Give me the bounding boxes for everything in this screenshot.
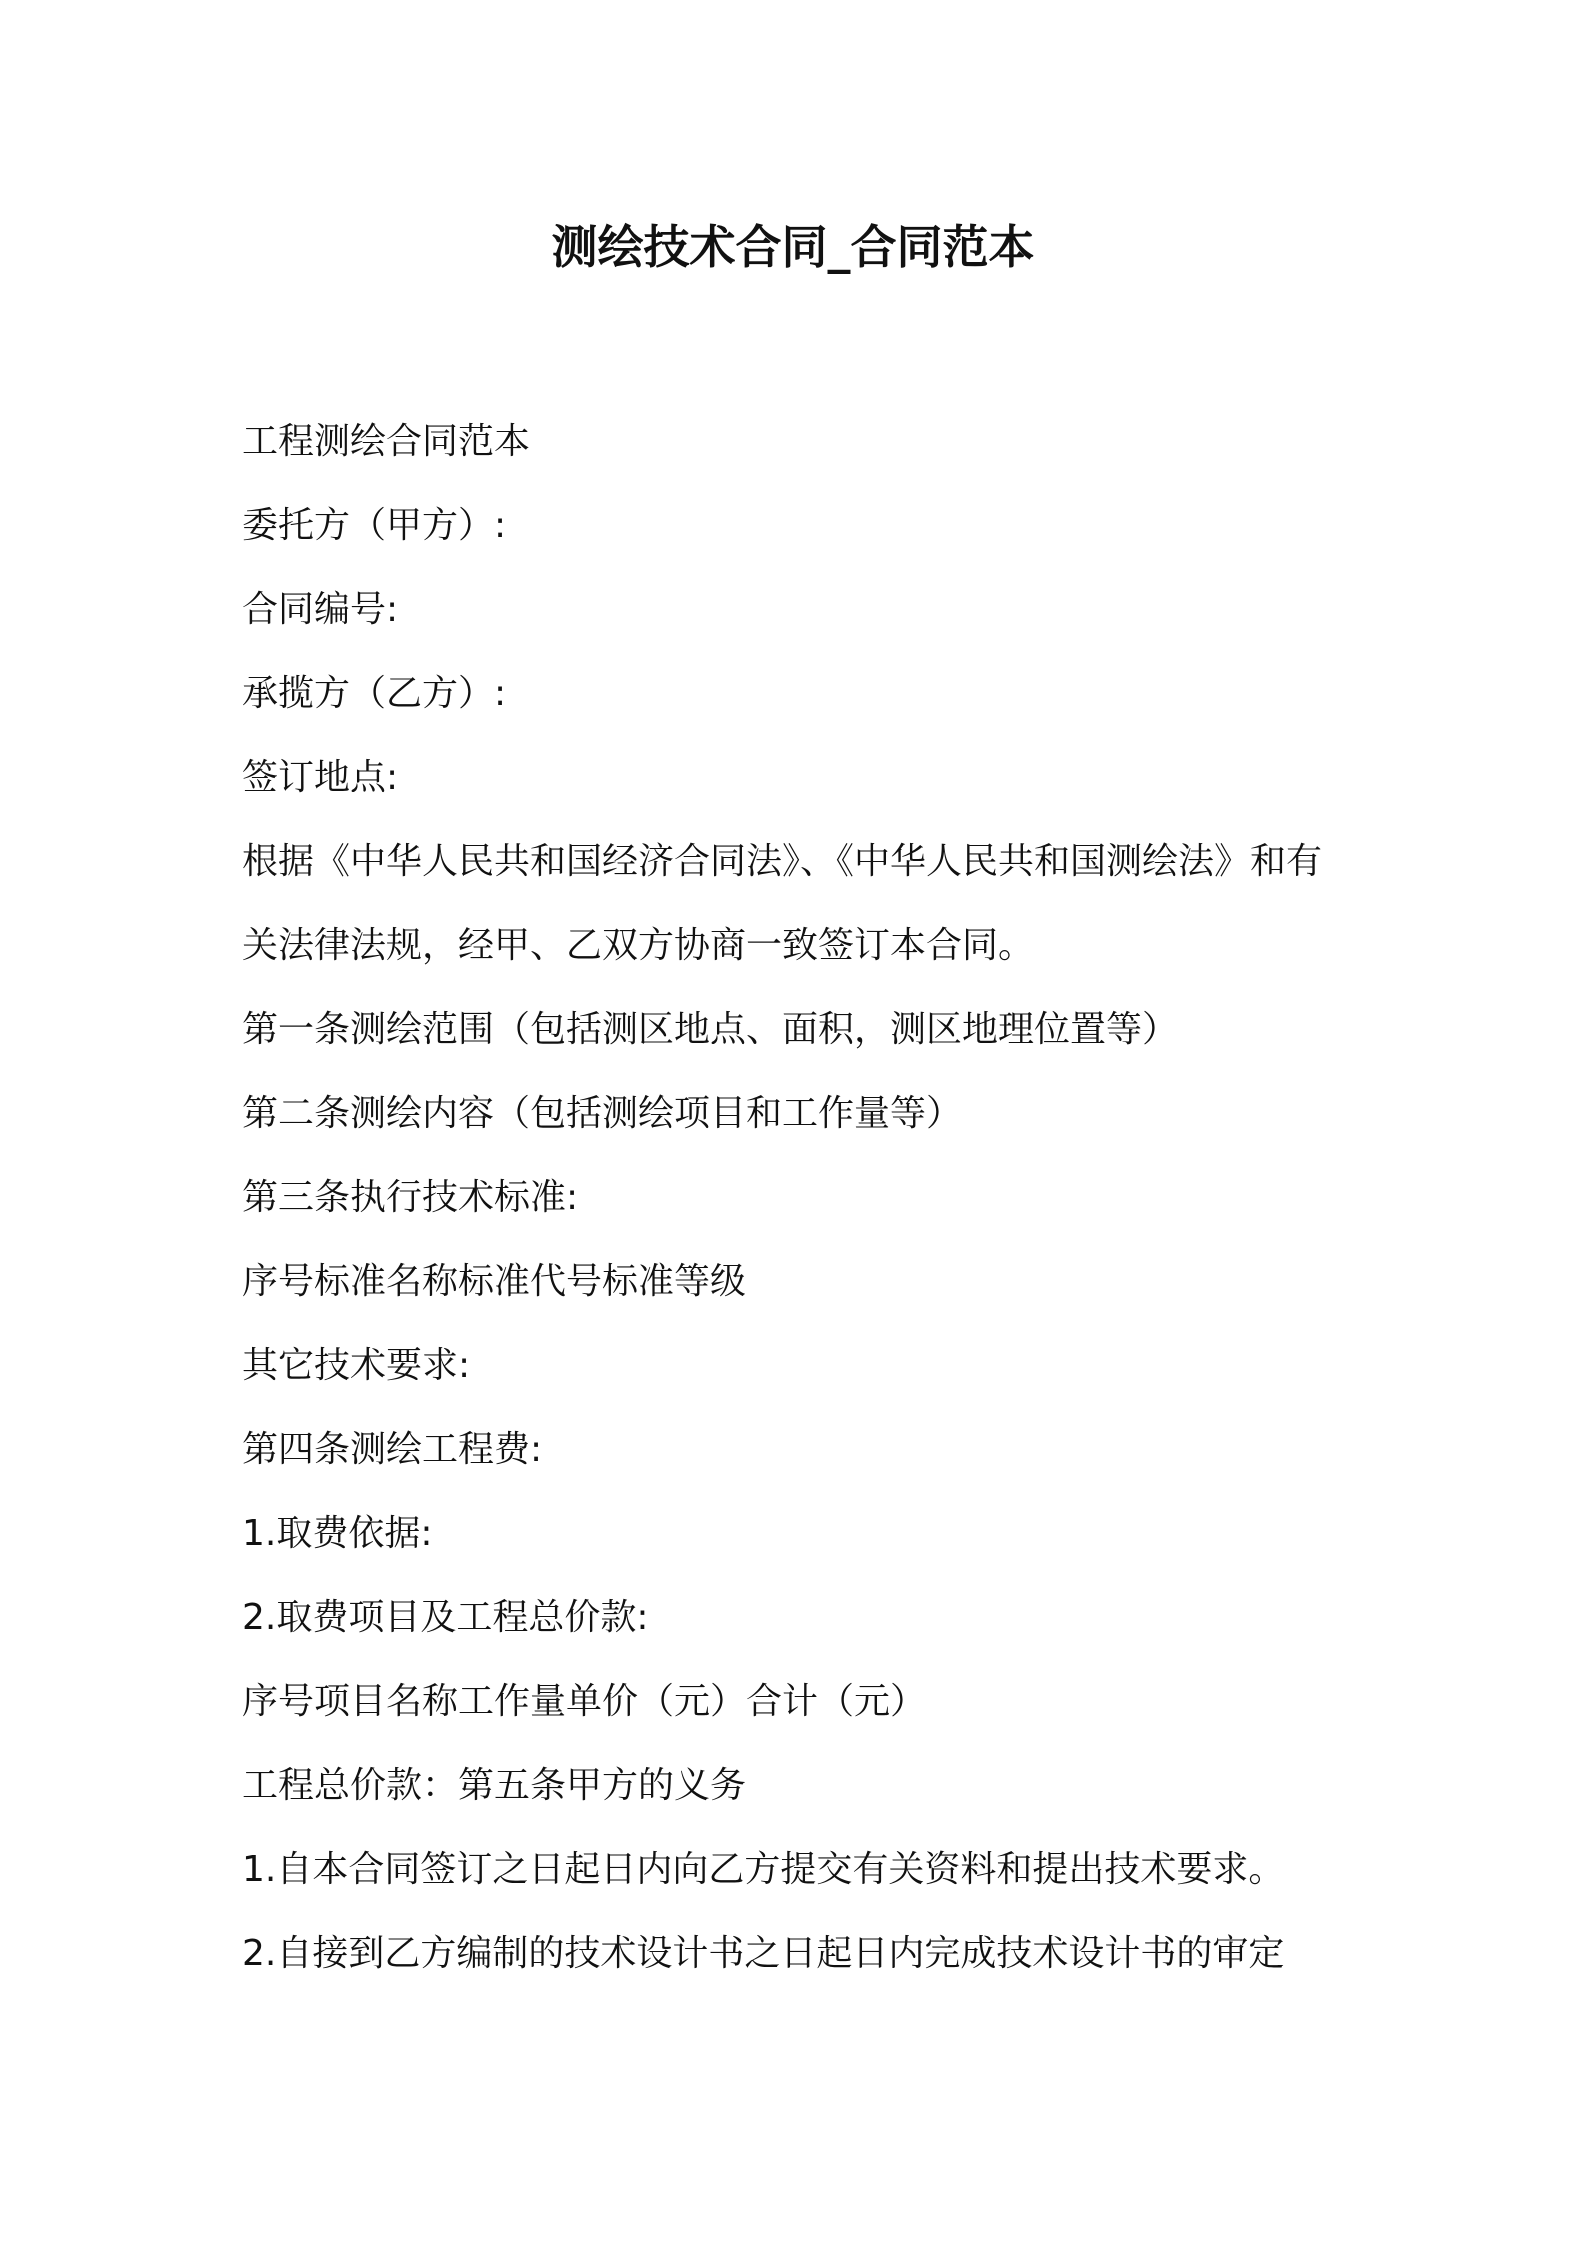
text-line: 工程测绘合同范本 — [242, 421, 531, 462]
text-line: 2.自接到乙方编制的技术设计书之日起日内完成技术设计书的审定 — [242, 1933, 1285, 1974]
text-line: 第二条测绘内容（包括测绘项目和工作量等） — [242, 1093, 963, 1134]
document-title: 测绘技术合同_合同范本 — [551, 220, 1035, 274]
text-line: 合同编号: — [242, 589, 399, 630]
text-line: 1.取费依据: — [242, 1513, 433, 1554]
text-line: 委托方（甲方）: — [242, 505, 507, 546]
text-line: 其它技术要求: — [242, 1345, 471, 1386]
text-line: 承揽方（乙方）: — [242, 673, 507, 714]
text-line: 序号项目名称工作量单价（元）合计（元） — [242, 1681, 927, 1722]
text-line: 序号标准名称标准代号标准等级 — [242, 1261, 747, 1302]
text-line: 根据《中华人民共和国经济合同法》、《中华人民共和国测绘法》和有 — [242, 841, 1323, 882]
text-line: 第一条测绘范围（包括测区地点、面积，测区地理位置等） — [242, 1009, 1179, 1050]
text-line: 工程总价款：第五条甲方的义务 — [242, 1765, 747, 1806]
text-line: 1.自本合同签订之日起日内向乙方提交有关资料和提出技术要求。 — [242, 1849, 1285, 1890]
document-body — [242, 400, 1362, 1996]
text-line: 关法律法规，经甲、乙双方协商一致签订本合同。 — [242, 925, 1035, 966]
text-line: 第三条执行技术标准: — [242, 1177, 579, 1218]
text-line: 第四条测绘工程费: — [242, 1429, 543, 1470]
text-line: 2.取费项目及工程总价款: — [242, 1597, 649, 1638]
text-line: 签订地点: — [242, 757, 399, 798]
